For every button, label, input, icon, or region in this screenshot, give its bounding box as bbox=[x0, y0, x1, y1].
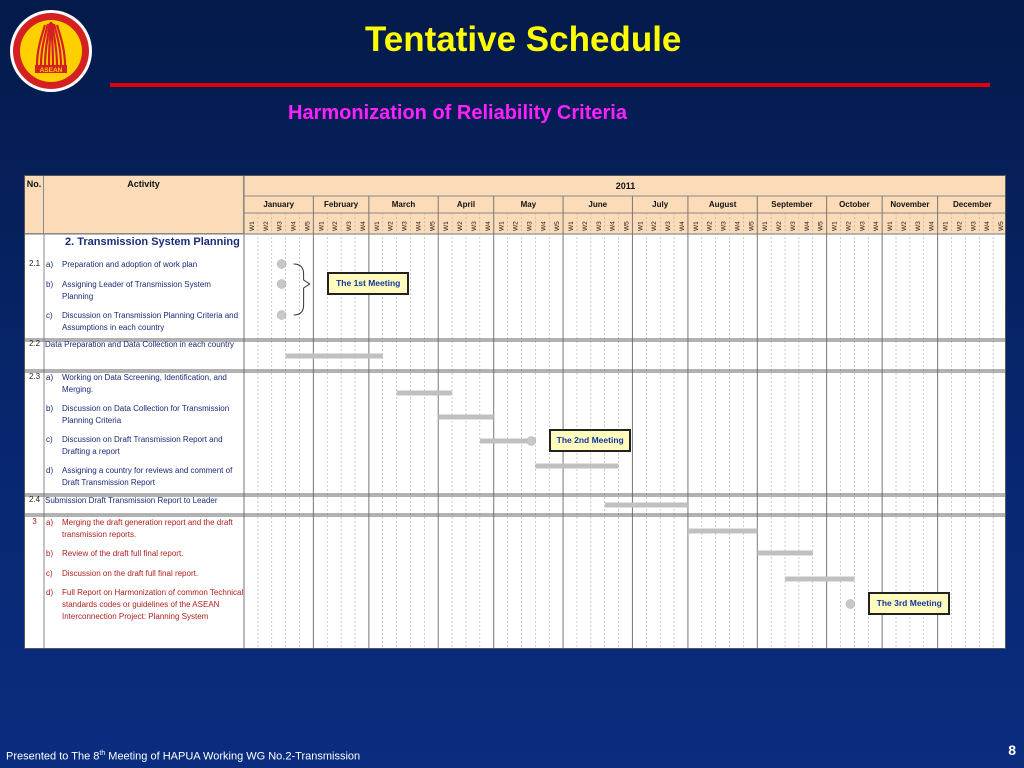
week-label: W3 bbox=[470, 221, 478, 231]
schedule-bar bbox=[438, 415, 493, 420]
activity-letter: d) bbox=[46, 466, 54, 475]
week-label: W4 bbox=[803, 221, 811, 231]
meeting-callout: The 1st Meeting bbox=[327, 272, 409, 295]
week-label: W2 bbox=[776, 221, 784, 231]
activity-text: Discussion on Transmission Planning Criteria and Assumptions in each country bbox=[62, 311, 239, 332]
week-label: W3 bbox=[789, 221, 797, 231]
activity-letter: a) bbox=[46, 260, 54, 269]
week-label: W4 bbox=[873, 221, 881, 231]
activity-item bbox=[46, 465, 244, 489]
month-label: September bbox=[771, 200, 813, 209]
milestone-dot bbox=[277, 280, 286, 289]
activity-letter: b) bbox=[46, 404, 54, 413]
activity-text: Review of the draft full final report. bbox=[62, 549, 184, 558]
week-label: W2 bbox=[512, 221, 520, 231]
schedule-bar bbox=[397, 391, 452, 396]
week-label: W5 bbox=[998, 221, 1006, 231]
month-label: January bbox=[263, 200, 295, 209]
week-label: W2 bbox=[332, 221, 340, 231]
week-label: W2 bbox=[457, 221, 465, 231]
activity-text: Assigning Leader of Transmission System Planning bbox=[62, 280, 211, 301]
activity-item bbox=[46, 548, 244, 560]
week-label: W3 bbox=[859, 221, 867, 231]
week-label: W4 bbox=[734, 221, 742, 231]
footer-text: Presented to The 8th Meeting of HAPUA Working WG No.2-Transmission bbox=[6, 750, 361, 763]
logo-lettering: ASEAN bbox=[39, 67, 63, 74]
activity-text: Discussion on Draft Transmission Report and Drafting a report bbox=[62, 435, 223, 456]
week-label: W2 bbox=[706, 221, 714, 231]
activity-item bbox=[46, 434, 244, 458]
week-label: W1 bbox=[443, 221, 451, 231]
month-label: July bbox=[652, 200, 669, 209]
week-label: W3 bbox=[665, 221, 673, 231]
activity-text: Discussion on Data Collection for Transmission Planning Criteria bbox=[62, 404, 230, 425]
activity-item: Submission Draft Transmission Report to Leader bbox=[45, 496, 218, 505]
week-label: W1 bbox=[887, 221, 895, 231]
milestone-dot bbox=[277, 260, 286, 269]
week-label: W5 bbox=[817, 221, 825, 231]
activity-text: Merging the draft generation report and the draft transmission reports. bbox=[62, 518, 233, 539]
week-label: W4 bbox=[984, 221, 992, 231]
month-label: February bbox=[323, 200, 359, 209]
week-label: W5 bbox=[554, 221, 562, 231]
week-label: W1 bbox=[318, 221, 326, 231]
milestone-dot bbox=[846, 600, 855, 609]
schedule-bar bbox=[535, 464, 618, 469]
week-label: W2 bbox=[581, 221, 589, 231]
week-label: W4 bbox=[609, 221, 617, 231]
week-label: W3 bbox=[526, 221, 534, 231]
activity-item bbox=[46, 568, 244, 580]
week-label: W3 bbox=[401, 221, 409, 231]
month-label: October bbox=[839, 200, 870, 209]
week-label: W1 bbox=[248, 221, 256, 231]
row-number: 2.2 bbox=[28, 339, 41, 348]
schedule-bar bbox=[688, 529, 757, 534]
milestone-dot bbox=[277, 311, 286, 320]
month-label: April bbox=[456, 200, 476, 209]
month-label: August bbox=[708, 200, 737, 209]
row-number: 2.4 bbox=[28, 495, 41, 504]
week-label: W3 bbox=[970, 221, 978, 231]
title-underline bbox=[110, 83, 990, 87]
week-label: W2 bbox=[845, 221, 853, 231]
week-label: W4 bbox=[484, 221, 492, 231]
activity-column-header: Activity bbox=[44, 176, 244, 234]
week-label: W4 bbox=[540, 221, 548, 231]
week-label: W5 bbox=[748, 221, 756, 231]
week-label: W1 bbox=[762, 221, 770, 231]
activity-text: Discussion on the draft full final report. bbox=[62, 569, 199, 578]
month-label: December bbox=[952, 200, 992, 209]
activity-text: Full Report on Harmonization of common Technical standards codes or guidelines of the ASEAN Interconnection Project: Planning System bbox=[62, 588, 244, 621]
slide-title: Tentative Schedule bbox=[365, 20, 682, 59]
activity-letter: b) bbox=[46, 280, 54, 289]
week-label: W5 bbox=[304, 221, 312, 231]
activity-item: Data Preparation and Data Collection in each country bbox=[45, 340, 234, 349]
week-label: W1 bbox=[498, 221, 506, 231]
week-label: W2 bbox=[956, 221, 964, 231]
no-column-header: No. bbox=[25, 176, 44, 234]
week-label: W3 bbox=[914, 221, 922, 231]
week-label: W1 bbox=[568, 221, 576, 231]
meeting-callout: The 3rd Meeting bbox=[868, 592, 950, 615]
activity-item bbox=[46, 259, 244, 271]
week-label: W2 bbox=[900, 221, 908, 231]
activity-letter: c) bbox=[46, 311, 53, 320]
meeting-bracket bbox=[294, 264, 310, 315]
meeting-callout: The 2nd Meeting bbox=[549, 429, 631, 452]
activity-item bbox=[46, 587, 244, 623]
week-label: W2 bbox=[262, 221, 270, 231]
week-label: W1 bbox=[692, 221, 700, 231]
activity-item bbox=[46, 517, 244, 541]
activity-letter: c) bbox=[46, 569, 53, 578]
week-label: W1 bbox=[942, 221, 950, 231]
activity-letter: a) bbox=[46, 518, 54, 527]
month-label: March bbox=[391, 200, 416, 209]
week-label: W4 bbox=[359, 221, 367, 231]
schedule-bar bbox=[785, 577, 854, 582]
week-label: W1 bbox=[373, 221, 381, 231]
row-number: 2.3 bbox=[28, 372, 41, 381]
slide-subtitle: Harmonization of Reliability Criteria bbox=[288, 102, 627, 124]
schedule-bar bbox=[605, 503, 688, 508]
week-label: W4 bbox=[290, 221, 298, 231]
milestone-dot bbox=[527, 437, 536, 446]
week-label: W2 bbox=[651, 221, 659, 231]
schedule-bar bbox=[286, 354, 383, 359]
activity-item bbox=[46, 372, 244, 396]
week-label: W5 bbox=[429, 221, 437, 231]
asean-logo bbox=[9, 9, 93, 93]
activity-text: Preparation and adoption of work plan bbox=[62, 260, 198, 269]
month-label: May bbox=[520, 200, 537, 209]
activity-letter: c) bbox=[46, 435, 53, 444]
schedule-bar bbox=[757, 551, 812, 556]
week-label: W4 bbox=[928, 221, 936, 231]
activity-letter: d) bbox=[46, 588, 54, 597]
week-label: W5 bbox=[623, 221, 631, 231]
week-label: W3 bbox=[276, 221, 284, 231]
page-number: 8 bbox=[1008, 742, 1016, 758]
activity-text: Assigning a country for reviews and comment of Draft Transmission Report bbox=[62, 466, 233, 487]
week-label: W3 bbox=[346, 221, 354, 231]
activity-item bbox=[46, 279, 244, 303]
month-label: June bbox=[588, 200, 608, 209]
activity-letter: b) bbox=[46, 549, 54, 558]
phase-title: 2. Transmission System Planning bbox=[65, 236, 240, 248]
week-label: W3 bbox=[595, 221, 603, 231]
row-number: 2.1 bbox=[28, 259, 41, 268]
row-number: 3 bbox=[32, 517, 37, 526]
week-label: W2 bbox=[387, 221, 395, 231]
week-label: W3 bbox=[720, 221, 728, 231]
activity-item bbox=[46, 403, 244, 427]
week-label: W1 bbox=[831, 221, 839, 231]
activity-item bbox=[46, 310, 244, 334]
activity-text: Working on Data Screening, Identification, and Merging. bbox=[62, 373, 227, 394]
month-label: November bbox=[890, 200, 930, 209]
activity-letter: a) bbox=[46, 373, 54, 382]
year-label: 2011 bbox=[615, 181, 636, 191]
week-label: W4 bbox=[415, 221, 423, 231]
week-label: W4 bbox=[678, 221, 686, 231]
week-label: W1 bbox=[637, 221, 645, 231]
gantt-table bbox=[24, 175, 1006, 649]
